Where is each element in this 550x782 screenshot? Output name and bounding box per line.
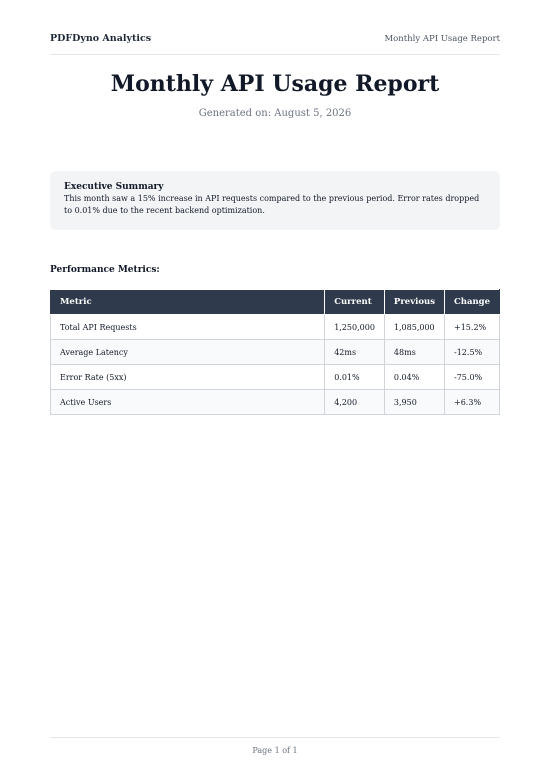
change-cell: -12.5% <box>445 340 500 365</box>
change-cell: +6.3% <box>445 390 500 415</box>
performance-metrics-table <box>50 289 500 415</box>
page-header <box>50 33 500 55</box>
current-cell: 1,250,000 <box>325 315 385 340</box>
current-cell: 4,200 <box>325 390 385 415</box>
change-cell: +15.2% <box>445 315 500 340</box>
executive-summary-title: Executive Summary <box>64 182 164 192</box>
previous-cell: 0.04% <box>384 365 444 390</box>
change-cell: -75.0% <box>445 365 500 390</box>
metric-cell: Average Latency <box>51 340 325 365</box>
metric-cell: Total API Requests <box>51 315 325 340</box>
generated-line <box>0 108 550 119</box>
table-row <box>51 315 500 340</box>
table-row <box>51 390 500 415</box>
brand-name: PDFDyno Analytics <box>50 33 152 44</box>
column-header-previous: Previous <box>384 290 444 315</box>
generated-label: Generated on: <box>198 108 272 119</box>
current-cell: 0.01% <box>325 365 385 390</box>
column-header-current: Current <box>325 290 385 315</box>
footer-divider <box>50 737 500 738</box>
table-row <box>51 340 500 365</box>
previous-cell: 1,085,000 <box>384 315 444 340</box>
table-row <box>51 365 500 390</box>
generated-date: August 5, 2026 <box>274 108 352 119</box>
previous-cell: 48ms <box>384 340 444 365</box>
executive-summary-text: This month saw a 15% increase in API requests compared to the previous period. Error rates dropped to 0.01% due to the recent backend optimization. <box>64 194 480 215</box>
metric-cell: Error Rate (5xx) <box>51 365 325 390</box>
previous-cell: 3,950 <box>384 390 444 415</box>
executive-summary-box <box>50 171 500 230</box>
report-title: Monthly API Usage Report <box>110 71 440 97</box>
column-header-metric: Metric <box>51 290 325 315</box>
metric-cell: Active Users <box>51 390 325 415</box>
current-cell: 42ms <box>325 340 385 365</box>
page-number: Page 1 of 1 <box>252 746 298 755</box>
header-document-name: Monthly API Usage Report <box>384 34 500 44</box>
table-header-row <box>51 290 500 315</box>
column-header-change: Change <box>445 290 500 315</box>
performance-metrics-label: Performance Metrics: <box>50 265 160 275</box>
